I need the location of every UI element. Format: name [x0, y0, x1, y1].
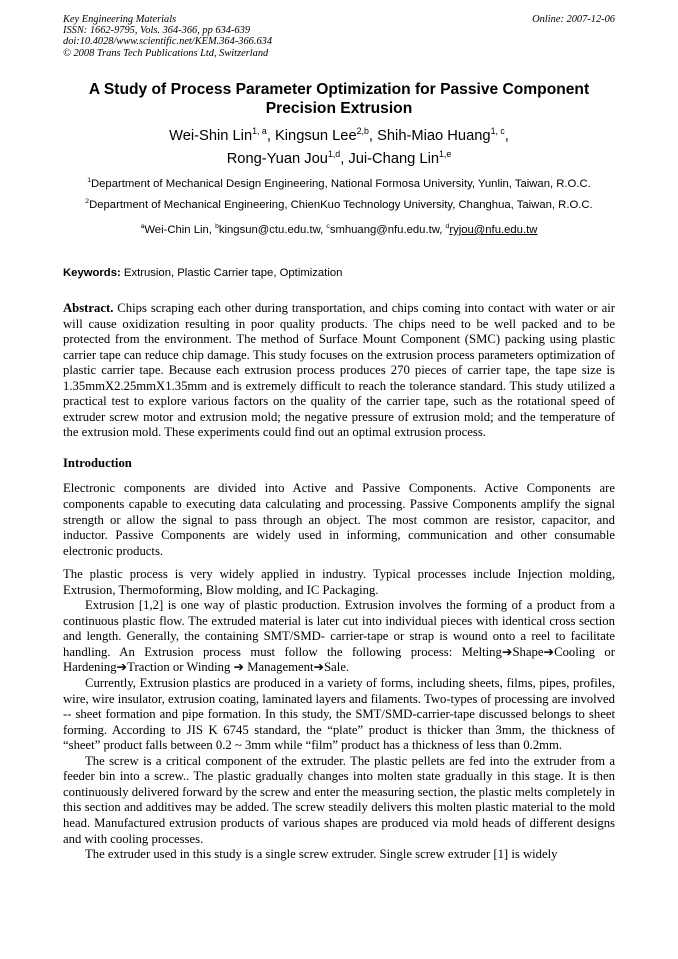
email-sep: , [320, 224, 327, 236]
email-sup: b [215, 223, 219, 231]
copyright-line: © 2008 Trans Tech Publications Ltd, Switzerland [63, 47, 269, 59]
email-sep: , [439, 224, 446, 236]
paragraph: Electronic components are divided into Active and Passive Components. Active Components are components capable to executing data calculating and processing. Passive Components amplify the signal strength or allow the signal to pass through an object. The most common are resistor, capacitor, and inductor. Passive Components are widely used in informing, communication and other consumable electronic products. [63, 481, 615, 558]
author-name: Kingsun Lee [274, 128, 357, 144]
online-date: Online: 2007-12-06 [532, 14, 615, 25]
paragraph: The extruder used in this study is a single screw extruder. Single screw extruder [1] is widely [85, 847, 558, 862]
email-link[interactable]: kingsun@ctu.edu.tw [218, 224, 321, 236]
author-name: Shih-Miao Huang [377, 128, 491, 144]
keywords-line [63, 266, 615, 280]
author-name: Wei-Shin Lin [169, 128, 253, 144]
affiliation-text: Department of Mechanical Engineering, ChienKuo Technology University, Changhua, Taiwan, R.O.C. [89, 199, 593, 211]
author-sep: , [340, 151, 349, 167]
paragraph: Currently, Extrusion plastics are produced in a variety of forms, including sheets, films, pipes, profiles, wire, wire insulator, extrusion coating, laminated layers and filaments. Two-types of processing are involved -- sheet formation and pipe formation. In this study, the SMT/SMD-carrier-tape discussed belongs to sheet forming. According to JIS K 6745 standard, the “plate” product is thicker than 3mm, the thickness of “sheet” product falls between 0.2 ~ 3mm while “film” product has a thickness of less than 0.2mm. [63, 676, 615, 753]
affiliation-2 [40, 198, 638, 212]
email-sup: d [445, 223, 450, 231]
doi-line[interactable]: doi:10.4028/www.scientific.net/KEM.364-366.634 [63, 36, 273, 48]
email-line [40, 223, 638, 237]
author-sup: 1, c [490, 126, 505, 137]
author-sep: , [368, 128, 378, 144]
affiliation-text: Department of Mechanical Design Engineering, National Formosa University, Yunlin, Taiwan, R.O.C. [90, 178, 591, 190]
author-list [40, 125, 638, 171]
email-link[interactable]: smhuang@nfu.edu.tw [329, 224, 440, 236]
keywords-text: Extrusion, Plastic Carrier tape, Optimization [120, 267, 343, 279]
email-link[interactable]: ryjou@nfu.edu.tw [449, 224, 538, 236]
title-line-1: A Study of Process Parameter Optimization for Passive Component [88, 81, 590, 98]
author-sup: 2,b [356, 126, 369, 137]
email-sup: c [326, 223, 330, 231]
author-name: Rong-Yuan Jou [226, 151, 328, 167]
affiliation-sup: 2 [85, 198, 90, 206]
issn-line: ISSN: 1662-9795, Vols. 364-366, pp 634-639 [63, 25, 251, 37]
title-line-2: Precision Extrusion [265, 100, 413, 117]
paragraph: The screw is a critical component of the extruder. The plastic pellets are fed into the extruder from a feeder bin into a screw.. The plastic gradually changes into molten state gradually in this stage. It is then continuously delivered forward by the screw and enter the measuring section, the plastic melts completely in this section and additives may be added. The screw steadily delivers this molten plastic material to the mold head. Manufactured extrusion products of various shapes are produced via mold heads of different designs and with cooling processes. [63, 753, 615, 846]
author-sep: , [504, 128, 509, 144]
email-entry: Wei-Chin Lin [144, 224, 209, 236]
journal-name: Key Engineering Materials [63, 14, 177, 25]
running-header [63, 14, 615, 59]
paper-title [40, 80, 638, 118]
paragraph: Extrusion [1,2] is one way of plastic production. Extrusion involves the forming of a product from a continuous plastic flow. The extruded material is later cut into individual pieces with identical cross section and length. Generally, the containing SMT/SMD- carrier-tape or strap is wound onto a reel to facilitate handling. An Extrusion process must follow the following process: Melting➔Shape➔Cooling or Hardening➔Traction or Winding ➔ Management➔Sale. [63, 598, 615, 675]
author-line-2 [40, 148, 638, 171]
section-heading-introduction: Introduction [63, 455, 132, 470]
keywords-label: Keywords: [63, 267, 121, 279]
affiliation-1 [40, 177, 638, 191]
author-sup: 1, a [252, 126, 267, 137]
author-sup: 1,e [439, 149, 452, 160]
author-line-1 [40, 125, 638, 148]
author-sep: , [266, 128, 275, 144]
paper-body [63, 301, 615, 863]
author-name: Jui-Chang Lin [348, 151, 440, 167]
email-sep: , [208, 224, 216, 236]
paragraph: The plastic process is very widely applied in industry. Typical processes include Injection molding, Extrusion, Thermoforming, Blow molding, and IC Packaging. [63, 567, 615, 597]
abstract-paragraph [63, 301, 615, 441]
author-sup: 1,d [327, 149, 341, 160]
abstract-text: Chips scraping each other during transportation, and chips coming into contact with water or air will cause oxidization resulting in poor quality products. The chips need to be well packed and to be protected from the environment. The method of Surface Mount Component (SMC) packing using plastic carrier tape can reduce chip damage. This study focuses on the extrusion process parameters optimization of plastic carrier tape. Because each extrusion process produces 270 pieces of carrier tape, the tape size is 1.35mmX2.25mmX1.35mm and is extremely difficult to reach the tolerance standard. This study utilized a practical test to explore various factors on the quality of the carrier tape, such as the rotational speed of extruder screw motor and extrusion mold; the negative pressure of extrusion mold; and the temperature of the extrusion mold. These experiments could find out an optimal extrusion process. [63, 301, 615, 440]
affiliation-sup: 1 [87, 177, 91, 185]
email-sup: a [140, 223, 145, 231]
abstract-label: Abstract. [63, 301, 114, 315]
